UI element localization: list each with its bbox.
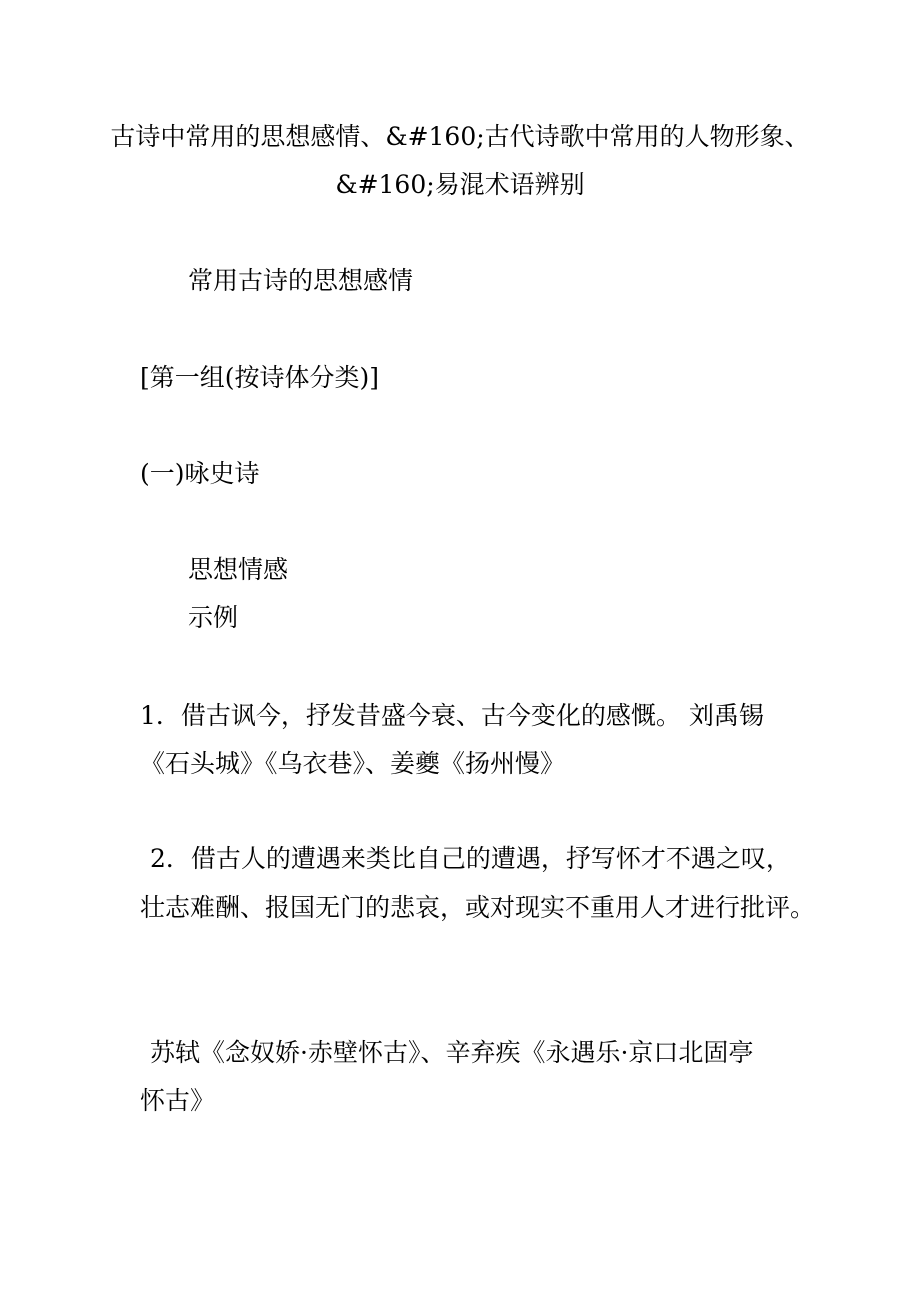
section-heading: 常用古诗的思想感情: [188, 266, 414, 295]
document-title-line-1: 古诗中常用的思想感情、&#160;古代诗歌中常用的人物形象、: [110, 122, 810, 151]
category-heading: (一)咏史诗: [140, 459, 260, 488]
column-header-example: 示例: [188, 603, 239, 632]
item-2-example-line-2: 怀古》: [140, 1086, 216, 1115]
item-1-line-2: 《石头城》《乌衣巷》、姜夔《扬州慢》: [140, 749, 566, 778]
item-2-line-2: 壮志难酬、报国无门的悲哀，或对现实不重用人才进行批评。: [140, 893, 816, 922]
group-heading: [第一组(按诗体分类)]: [140, 363, 380, 392]
item-1-line-1: 1．借古讽今，抒发昔盛今衰、古今变化的感慨。 刘禹锡: [140, 701, 764, 730]
item-2-example-line-1: 苏轼《念奴娇·赤壁怀古》、辛弃疾《永遇乐·京口北固亭: [150, 1038, 754, 1067]
document-title-line-2: &#160;易混术语辨别: [335, 170, 585, 199]
column-header-emotion: 思想情感: [188, 555, 289, 584]
item-2-line-1: 2．借古人的遭遇来类比自己的遭遇，抒写怀才不遇之叹，: [150, 844, 791, 873]
